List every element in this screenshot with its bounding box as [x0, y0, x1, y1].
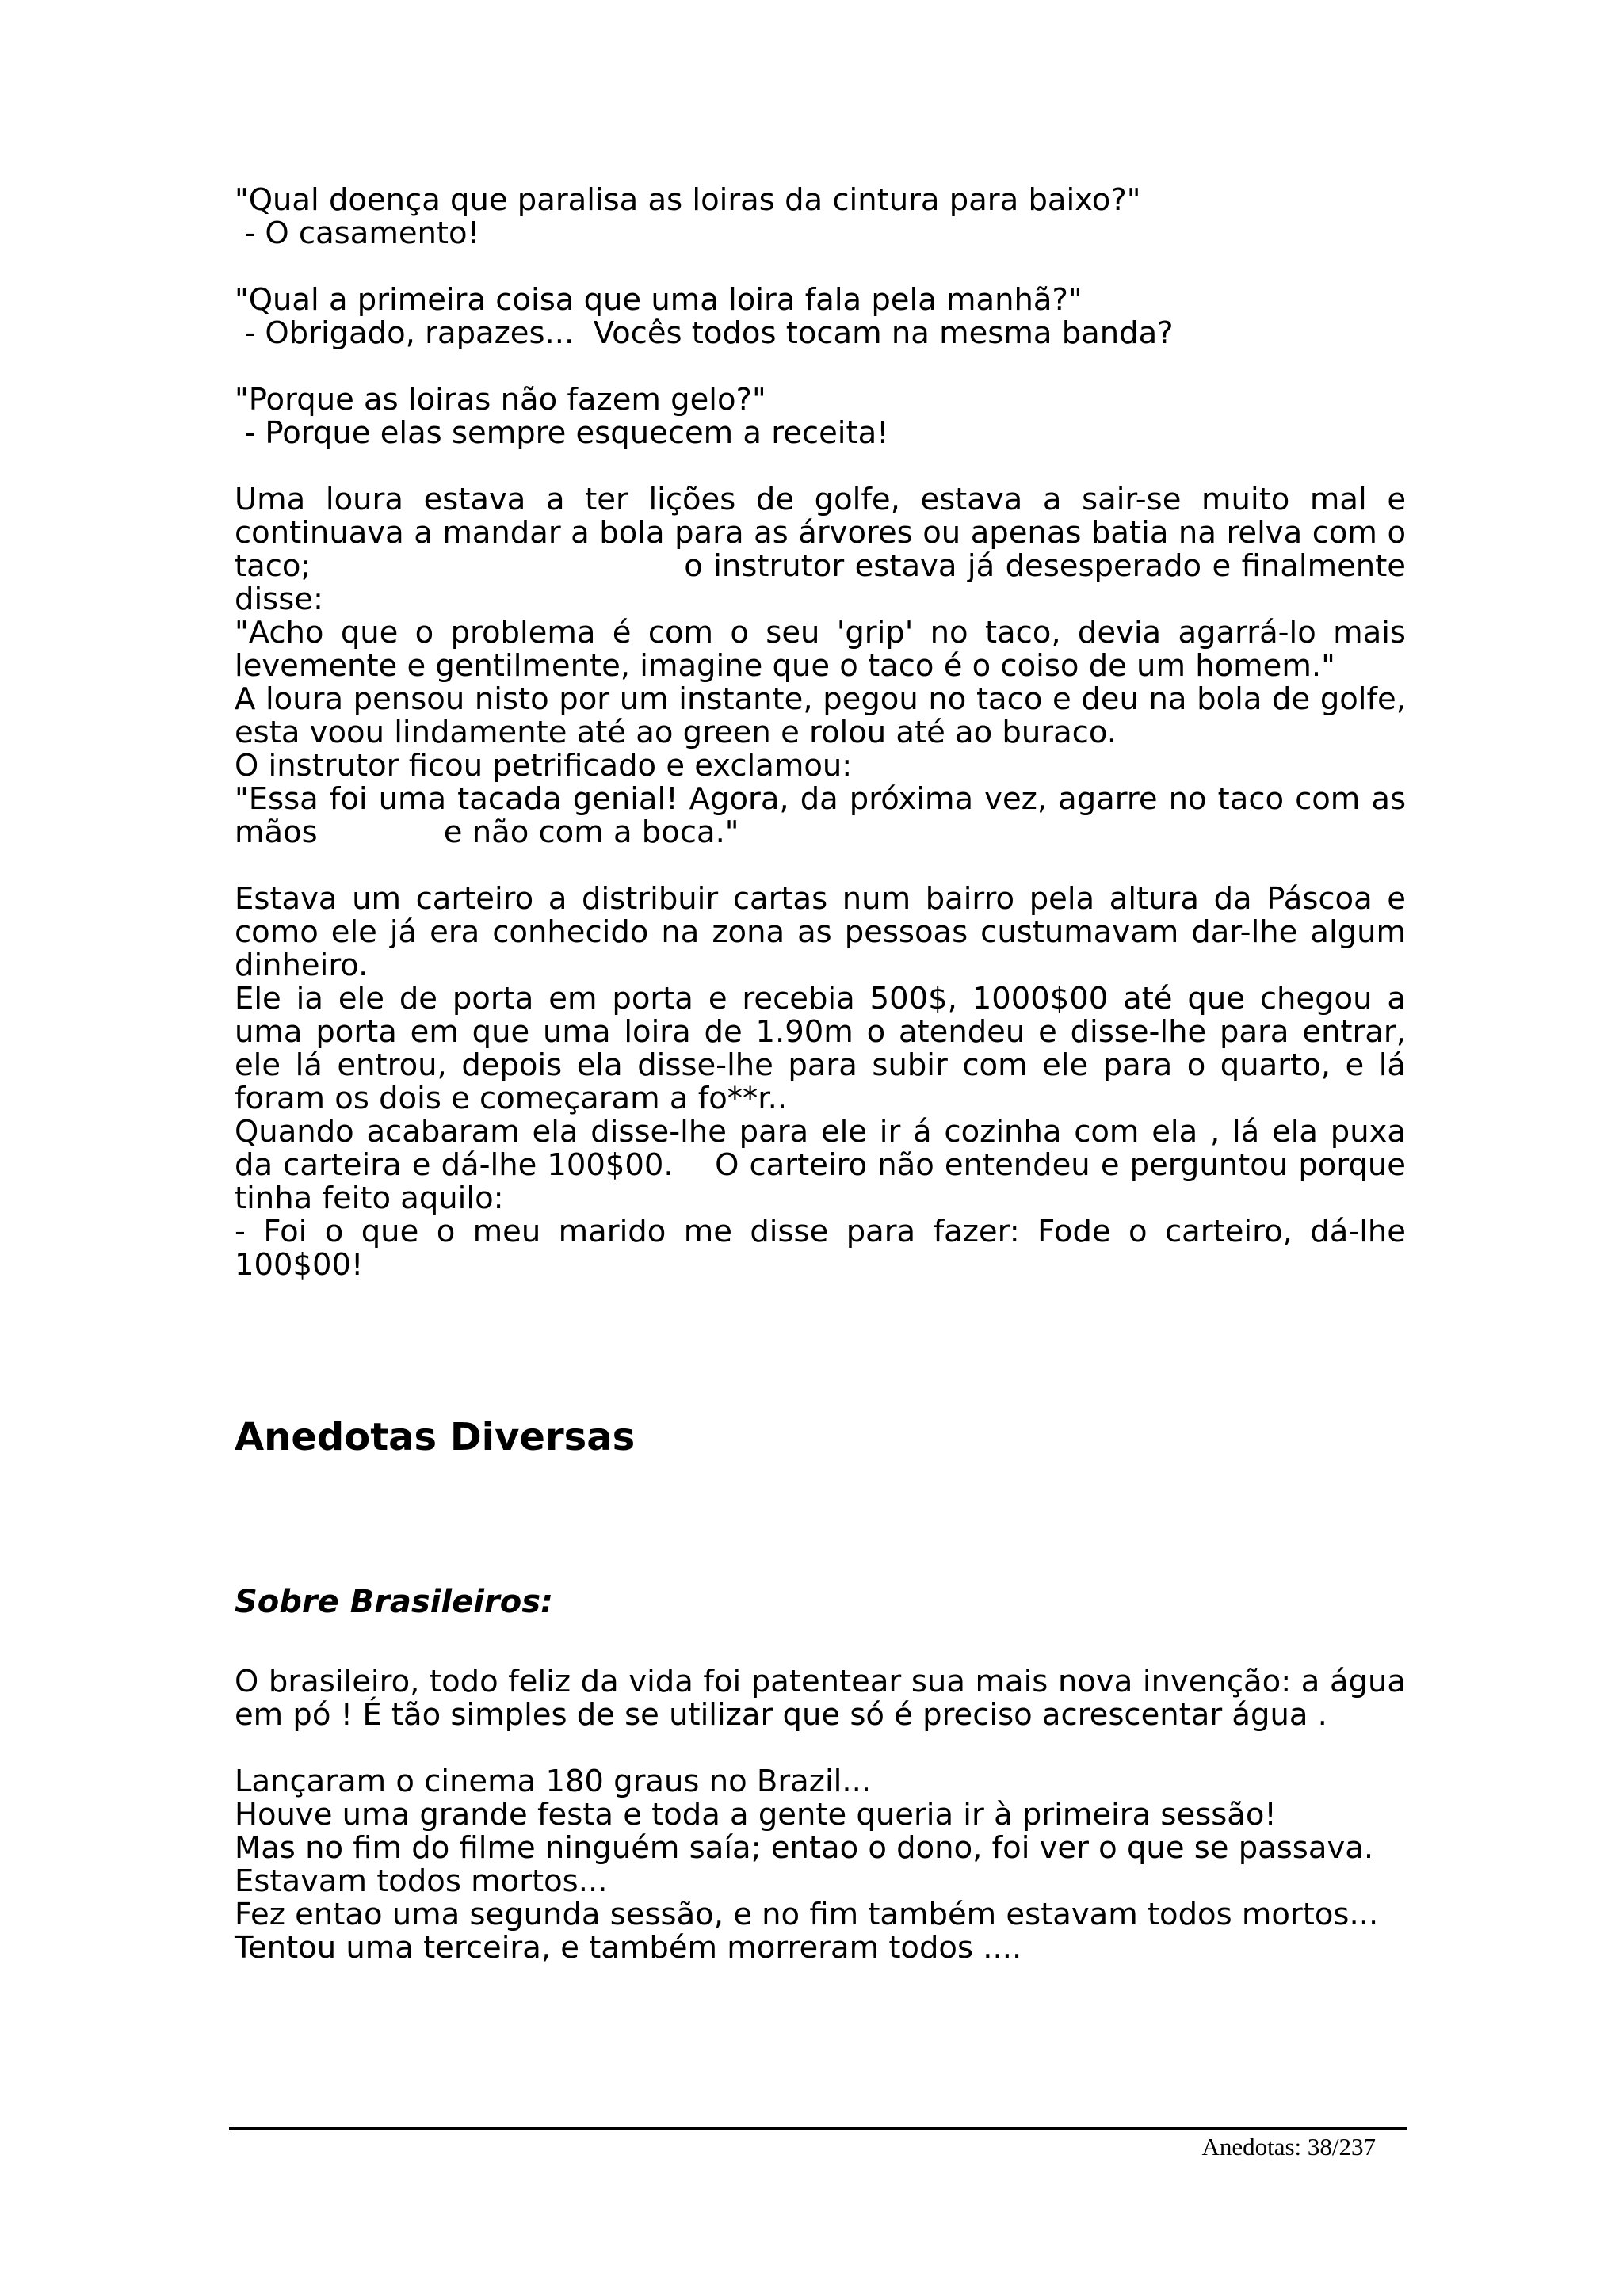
joke-1-question: "Qual doença que paralisa as loiras da cintura para baixo?"	[235, 182, 1141, 218]
golf-paragraph-4: O instrutor ficou petrificado e exclamou:	[235, 748, 853, 784]
joke-2-question: "Qual a primeira coisa que uma loira fala pela manhã?"	[235, 282, 1083, 318]
postman-paragraph-3: Quando acabaram ela disse-lhe para ele ir á cozinha com ela , lá ela puxa da carteira e dá-lhe 100$00. O carteiro não entendeu e perguntou porque tinha feito aquilo:	[235, 1114, 1416, 1216]
golf-paragraph-3: A loura pensou nisto por um instante, pegou no taco e deu na bola de golfe, esta voou lindamente até ao green e rolou até ao buraco.	[235, 681, 1416, 750]
joke-3-question: "Porque as loiras não fazem gelo?"	[235, 382, 766, 418]
brazil-paragraph-1: O brasileiro, todo feliz da vida foi patentear sua mais nova invenção: a água em pó ! É tão simples de se utilizar que só é preciso acrescentar água .	[235, 1664, 1416, 1733]
golf-paragraph-2: "Acho que o problema é com o seu 'grip' no taco, devia agarrá-lo mais levemente e gentilmente, imagine que o taco é o coiso de um homem."	[235, 615, 1416, 684]
brazil-paragraph-7: Tentou uma terceira, e também morreram todos ....	[235, 1930, 1022, 1966]
brazil-paragraph-4: Mas no fim do filme ninguém saía; entao o dono, foi ver o que se passava.	[235, 1830, 1374, 1866]
joke-1-answer: - O casamento!	[235, 215, 480, 251]
brazil-paragraph-5: Estavam todos mortos...	[235, 1863, 608, 1899]
brazil-paragraph-3: Houve uma grande festa e toda a gente queria ir à primeira sessão!	[235, 1797, 1277, 1833]
page-number: Anedotas: 38/237	[1201, 2133, 1376, 2161]
jokes-blonde-section	[235, 182, 1416, 1283]
joke-2-answer: - Obrigado, rapazes... Vocês todos tocam na mesma banda?	[235, 315, 1174, 351]
section-heading: Anedotas Diversas	[235, 1415, 636, 1459]
brazil-paragraph-6: Fez entao uma segunda sessão, e no fim também estavam todos mortos...	[235, 1897, 1379, 1932]
postman-paragraph-2: Ele ia ele de porta em porta e recebia 500$, 1000$00 até que chegou a uma porta em que uma loira de 1.90m o atendeu e disse-lhe para entrar, ele lá entrou, depois ela disse-lhe para subir com ele para o quarto, e lá foram os dois e começaram a fo**r..	[235, 981, 1416, 1116]
footer-divider	[229, 2127, 1407, 2130]
golf-paragraph-5: "Essa foi uma tacada genial! Agora, da próxima vez, agarre no taco com as mãos e não com a boca."	[235, 781, 1416, 850]
jokes-brazil-section	[235, 1664, 1416, 1966]
subsection-heading: Sobre Brasileiros:	[235, 1584, 553, 1620]
joke-3-answer: - Porque elas sempre esquecem a receita!	[235, 415, 889, 451]
postman-paragraph-1: Estava um carteiro a distribuir cartas num bairro pela altura da Páscoa e como ele já era conhecido na zona as pessoas custumavam dar-lhe algum dinheiro.	[235, 881, 1416, 983]
golf-paragraph-1: Uma loura estava a ter lições de golfe, estava a sair-se muito mal e continuava a mandar a bola para as árvores ou apenas batia na relva com o taco; o instrutor estava já desesperado e finalmente disse:	[235, 482, 1416, 617]
postman-paragraph-4: - Foi o que o meu marido me disse para fazer: Fode o carteiro, dá-lhe 100$00!	[235, 1214, 1416, 1283]
brazil-paragraph-2: Lançaram o cinema 180 graus no Brazil...	[235, 1764, 872, 1799]
